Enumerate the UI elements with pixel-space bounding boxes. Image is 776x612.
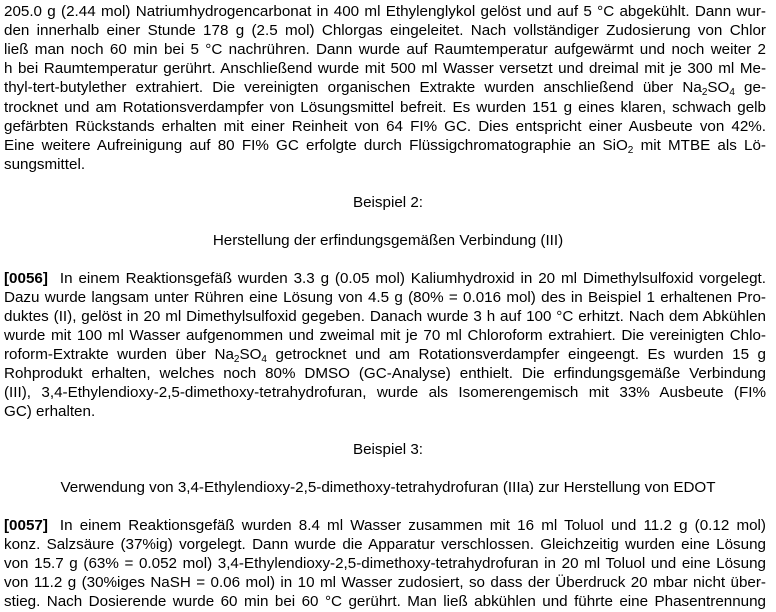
paragraph-line: von 15.7 g (63% = 0.052 mol) 3,4-Ethylendioxy-2,5-dimethoxy-tetrahydrofuran in 20 ml Toluol und eine Lösung — [4, 555, 766, 572]
paragraph-line: den innerhalb einer Stunde 178 g (2.5 mol) Chlorgas eingeleitet. Nach vollständiger Zudosierung von Chlor — [4, 22, 766, 39]
paragraph-line: von 11.2 g (30%iges NaSH = 0.06 mol) in 10 ml Wasser zudosiert, so dass der Überdruck 20 mbar nicht über- — [4, 574, 766, 591]
paragraph-line: Rohprodukt erhalten, welches noch 80% DMSO (GC-Analyse) enthielt. Die erfindungsgemäße Verbindung — [4, 365, 766, 382]
example-3-heading: Beispiel 3: — [352, 441, 424, 458]
paragraph-line: wurde mit 100 ml Wasser aufgenommen und zweimal mit je 70 ml Chloroform extrahiert. Die vereinigten Chlo- — [4, 327, 766, 344]
example-2-heading: Beispiel 2: — [352, 194, 424, 211]
paragraph-line: trocknet und am Rotationsverdampfer von Lösungsmittel befreit. Es wurden 151 g eines klaren, schwach gelb — [4, 99, 766, 116]
paragraph-number-0057: [0057] — [4, 517, 48, 534]
paragraph-line: Eine weitere Aufreinigung auf 80 FI% GC erfolgte durch Flüssigchromatographie an SiO$_2$ mit MTBE als Lö- — [4, 137, 766, 156]
example-2-title: Herstellung der erfindungsgemäßen Verbindung (III) — [212, 232, 564, 249]
paragraph-line: stieg. Nach Dosierende wurde 60 min bei 60 °C gerührt. Man ließ abkühlen und führte eine Phasentrennung — [4, 593, 766, 610]
paragraph-line: roform-Extrakte wurden über $Na_2SO_4$ getrocknet und am Rotationsverdampfer eingeengt. Es wurden 15 g — [4, 346, 766, 365]
paragraph-line: (III), 3,4-Ethylendioxy-2,5-dimethoxy-tetrahydrofuran, wurde als Isomerengemisch mit 33% Ausbeute (FI% — [4, 384, 766, 401]
example-3-title: Verwendung von 3,4-Ethylendioxy-2,5-dimethoxy-tetrahydrofuran (IIIa) zur Herstellung von EDOT — [60, 479, 716, 496]
paragraph-line: [0056] In einem Reaktionsgefäß wurden 3.3 g (0.05 mol) Kaliumhydroxid in 20 ml Dimethylsulfoxid vorgelegt. — [4, 270, 766, 287]
paragraph-line: GC) erhalten. — [4, 403, 96, 420]
paragraph-line: gefärbten Rückstands erhalten mit einer Reinheit von 64 FI% GC. Dies entspricht einer Ausbeute von 42%. — [4, 118, 766, 135]
paragraph-line: ließ man noch 60 min bei 5 °C nachrühren. Dann wurde auf Raumtemperatur aufgewärmt und noch weiter 2 — [4, 41, 766, 58]
paragraph-line: 205.0 g (2.44 mol) Natriumhydrogencarbonat in 400 ml Ethylenglykol gelöst und auf 5 °C abgekühlt. Dann wur- — [4, 3, 766, 20]
paragraph-line: thyl-tert-butylether extrahiert. Die vereinigten organischen Extrakte wurden anschließend über $Na_2SO_4$ ge- — [4, 79, 766, 98]
paragraph-line: [0057] In einem Reaktionsgefäß wurden 8.4 ml Wasser zusammen mit 16 ml Toluol und 11.2 g (0.12 mol) — [4, 517, 766, 534]
paragraph-line: sungsmittel. — [4, 156, 86, 173]
paragraph-line: h bei Raumtemperatur gerührt. Anschließend wurde mit 500 ml Wasser versetzt und dreimal mit je 300 ml Me- — [4, 60, 766, 77]
paragraph-line: Dazu wurde langsam unter Rühren eine Lösung von 4.5 g (80% = 0.016 mol) des in Beispiel 1 erhaltenen Pro- — [4, 289, 766, 306]
paragraph-line: konz. Salzsäure (37%ig) vorgelegt. Dann wurde die Apparatur verschlossen. Gleichzeitig wurden eine Lösung — [4, 536, 766, 553]
paragraph-number-0056: [0056] — [4, 270, 48, 287]
paragraph-line: duktes (II), gelöst in 20 ml Dimethylsulfoxid gegeben. Danach wurde 3 h auf 100 °C erhitzt. Nach dem Abkühlen — [4, 308, 766, 325]
